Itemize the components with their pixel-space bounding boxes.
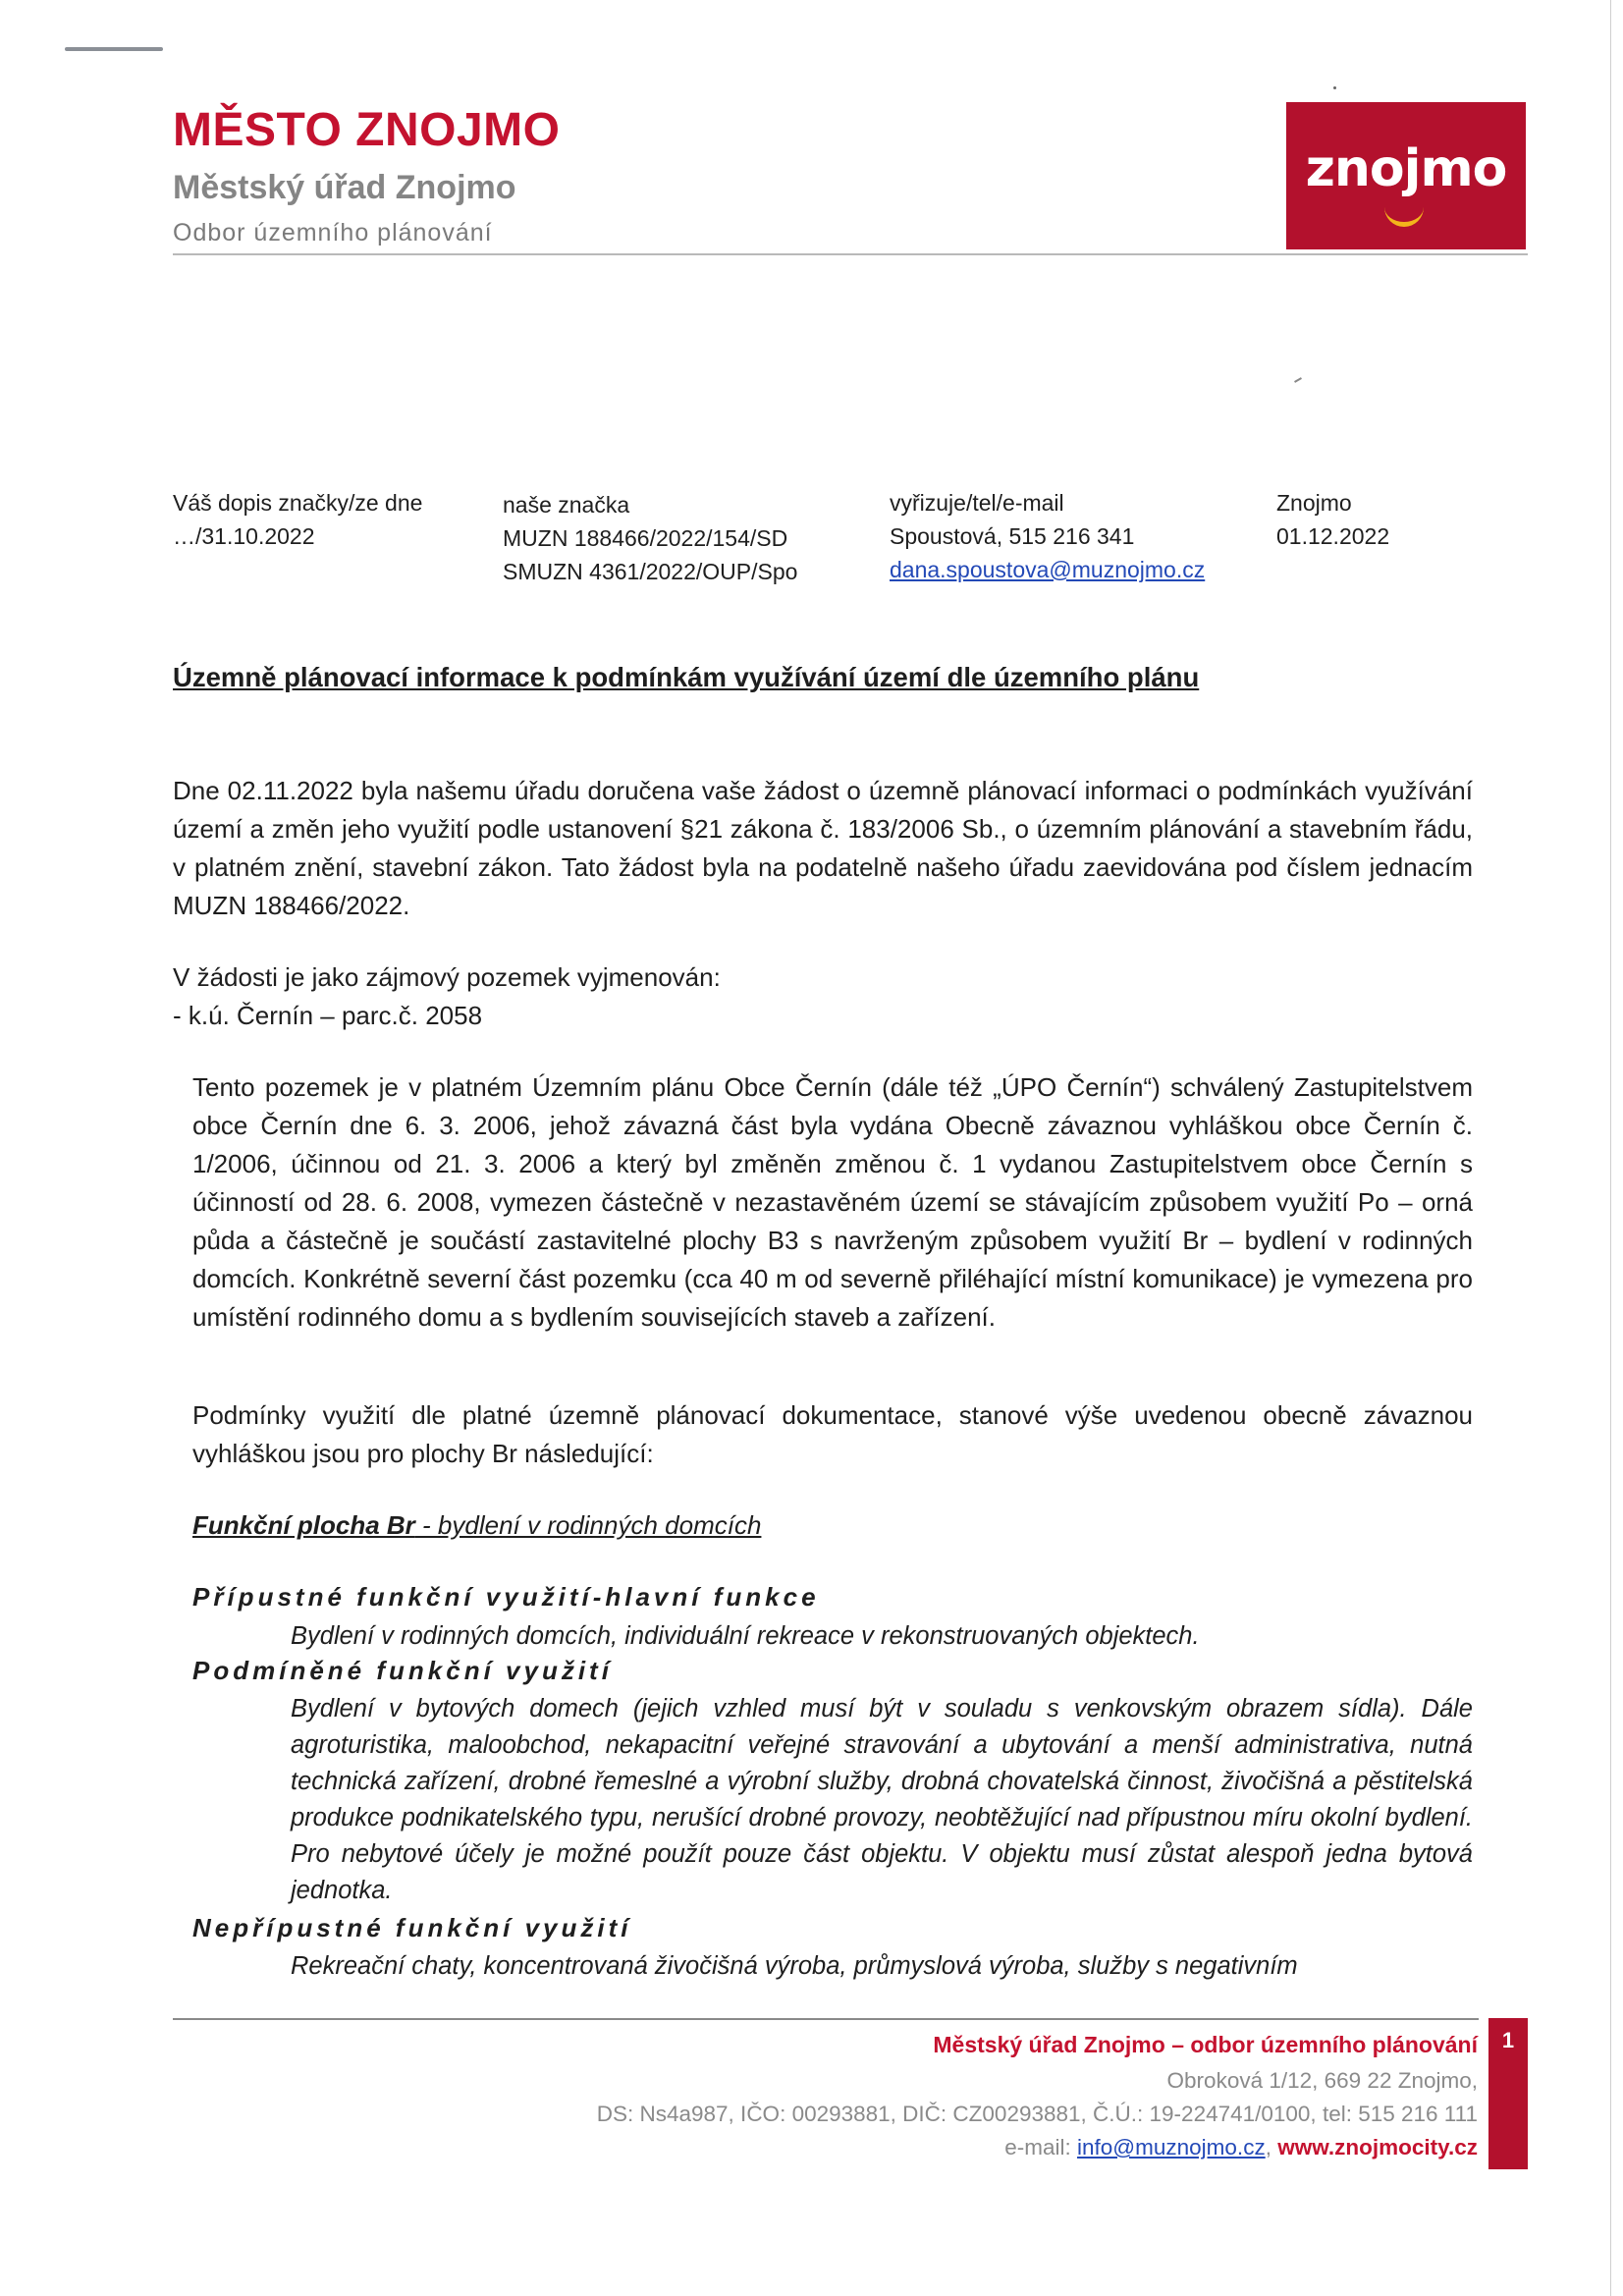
section-heading-bold: Funkční plocha Br bbox=[192, 1510, 415, 1540]
page-number-box bbox=[1488, 2018, 1528, 2169]
paragraph-request bbox=[173, 772, 1473, 925]
footer-divider bbox=[173, 2018, 1479, 2020]
meta-value: 01.12.2022 bbox=[1276, 523, 1390, 549]
org-name: MĚSTO ZNOJMO bbox=[173, 104, 561, 156]
paragraph-text: Dne 02.11.2022 byla našemu úřadu doručena vaše žádost o územně plánovací informaci o podmínkách využívání území a změn jeho využití podle ustanovení §21 zákona č. 183/2006 Sb., o územním plánování a stavebním řádu, v platném znění, stavební zákon. Tato žádost byla na podatelně našeho úřadu zaevidována pod číslem jednacím MUZN 188466/2022. bbox=[173, 776, 1473, 920]
meta-value: SMUZN 4361/2022/OUP/Spo bbox=[503, 559, 798, 584]
department-name: Odbor územního plánování bbox=[173, 219, 493, 246]
paragraph-parcel bbox=[173, 958, 1473, 1035]
heading-permitted: Přípustné funkční využití-hlavní funkce bbox=[192, 1582, 820, 1612]
text-prohibited: Rekreační chaty, koncentrovaná živočišná výroba, průmyslová výroba, služby s negativním bbox=[291, 1952, 1298, 1980]
meta-label: Váš dopis značky/ze dne bbox=[173, 490, 423, 516]
paragraph-text: Podmínky využití dle platné územně plánovací dokumentace, stanové výše uvedenou obecně závaznou vyhláškou jsou pro plochy Br následující: bbox=[192, 1400, 1473, 1468]
section-heading bbox=[192, 1506, 1473, 1545]
meta-value: MUZN 188466/2022/154/SD bbox=[503, 525, 788, 551]
footer-office: Městský úřad Znojmo – odbor územního plánování bbox=[933, 2032, 1478, 2057]
paragraph-conditions bbox=[192, 1396, 1473, 1473]
meta-label: naše značka bbox=[503, 492, 630, 518]
meta-col-your-letter bbox=[173, 486, 422, 553]
section-heading-rest: - bydlení v rodinných domcích bbox=[414, 1510, 762, 1540]
header-divider bbox=[173, 253, 1528, 255]
meta-value: Spoustová, 515 216 341 bbox=[890, 523, 1135, 549]
office-name: Městský úřad Znojmo bbox=[173, 169, 516, 206]
parcel-item: - k.ú. Černín – parc.č. 2058 bbox=[173, 1001, 483, 1030]
text-permitted: Bydlení v rodinných domcích, individuální rekreace v rekonstruovaných objektech. bbox=[291, 1622, 1200, 1650]
footer-contacts bbox=[1004, 2131, 1478, 2164]
page-edge bbox=[1610, 0, 1611, 2296]
meta-label: Znojmo bbox=[1276, 490, 1352, 516]
meta-col-date bbox=[1276, 486, 1389, 553]
paragraph-text: Tento pozemek je v platném Územním plánu Obce Černín (dále též „ÚPO Černín“) schválený Zastupitelstvem obce Černín dne 6. 3. 2006, jehož závazná část byla vydána Obecně závaznou vyhláškou obce Černín č. 1/2006, účinnou od 21. 3. 2006 a který byl změněn změnou č. 1 vydanou Zastupitelstvem obce Černín s účinností od 28. 6. 2008, vymezen částečně v nezastavěném území se stávajícím způsobem využití Po – orná půda a částečně je součástí zastavitelné plochy B3 s navrženým způsobem využití Br – bydlení v rodinných domcích. Konkrétně severní část pozemku (cca 40 m od severně přiléhající místní komunikace) je vymezena pro umístění rodinného domu a s bydlením souvisejících staveb a zařízení. bbox=[192, 1072, 1473, 1332]
document-title: Územně plánovací informace k podmínkám využívání území dle územního plánu bbox=[173, 662, 1200, 692]
scan-artifact bbox=[1333, 86, 1336, 89]
footer-web-link[interactable]: www.znojmocity.cz bbox=[1277, 2135, 1478, 2159]
footer-separator: , bbox=[1265, 2135, 1278, 2159]
logo-smile-icon bbox=[1384, 204, 1424, 227]
footer-email-label: e-mail: bbox=[1004, 2135, 1078, 2159]
paragraph-plan bbox=[192, 1068, 1473, 1337]
paragraph-text: V žádosti je jako zájmový pozemek vyjmenován: bbox=[173, 962, 721, 992]
page-number: 1 bbox=[1501, 2028, 1515, 2052]
footer-email-link[interactable]: info@muznojmo.cz bbox=[1077, 2135, 1266, 2159]
heading-conditional: Podmíněné funkční využití bbox=[192, 1656, 613, 1685]
contact-email-link[interactable]: dana.spoustova@muznojmo.cz bbox=[890, 557, 1206, 582]
footer-ids: DS: Ns4a987, IČO: 00293881, DIČ: CZ00293881, Č.Ú.: 19-224741/0100, tel: 515 216 111 bbox=[596, 2102, 1478, 2126]
meta-col-contact bbox=[890, 486, 1205, 586]
znojmo-logo bbox=[1286, 102, 1526, 249]
text-conditional: Bydlení v bytových domech (jejich vzhled musí být v souladu s venkovským obrazem sídla). Dále agroturistika, maloobchod, nekapacitní veřejné stravování a ubytování a menší administrativa, nutná technická zařízení, drobné řemeslné a výrobní služby, drobná chovatelská činnost, živočišná a pěstitelská produkce podnikatelského typu, nerušící drobné provozy, neobtěžující nad přípustnou míru okolní bydlení. Pro nebytové účely je možné použít pouze část objektu. V objektu musí zůstat alespoň jedna bytová jednotka. bbox=[291, 1695, 1473, 1904]
heading-prohibited: Nepřípustné funkční využití bbox=[192, 1913, 632, 1942]
meta-value: …/31.10.2022 bbox=[173, 523, 315, 549]
scan-artifact bbox=[65, 47, 163, 51]
scan-artifact bbox=[1294, 377, 1302, 383]
footer-address: Obroková 1/12, 669 22 Znojmo, bbox=[1166, 2068, 1478, 2093]
logo-text: znojmo bbox=[1305, 139, 1507, 198]
meta-col-our-ref bbox=[503, 488, 797, 588]
meta-label: vyřizuje/tel/e-mail bbox=[890, 490, 1064, 516]
